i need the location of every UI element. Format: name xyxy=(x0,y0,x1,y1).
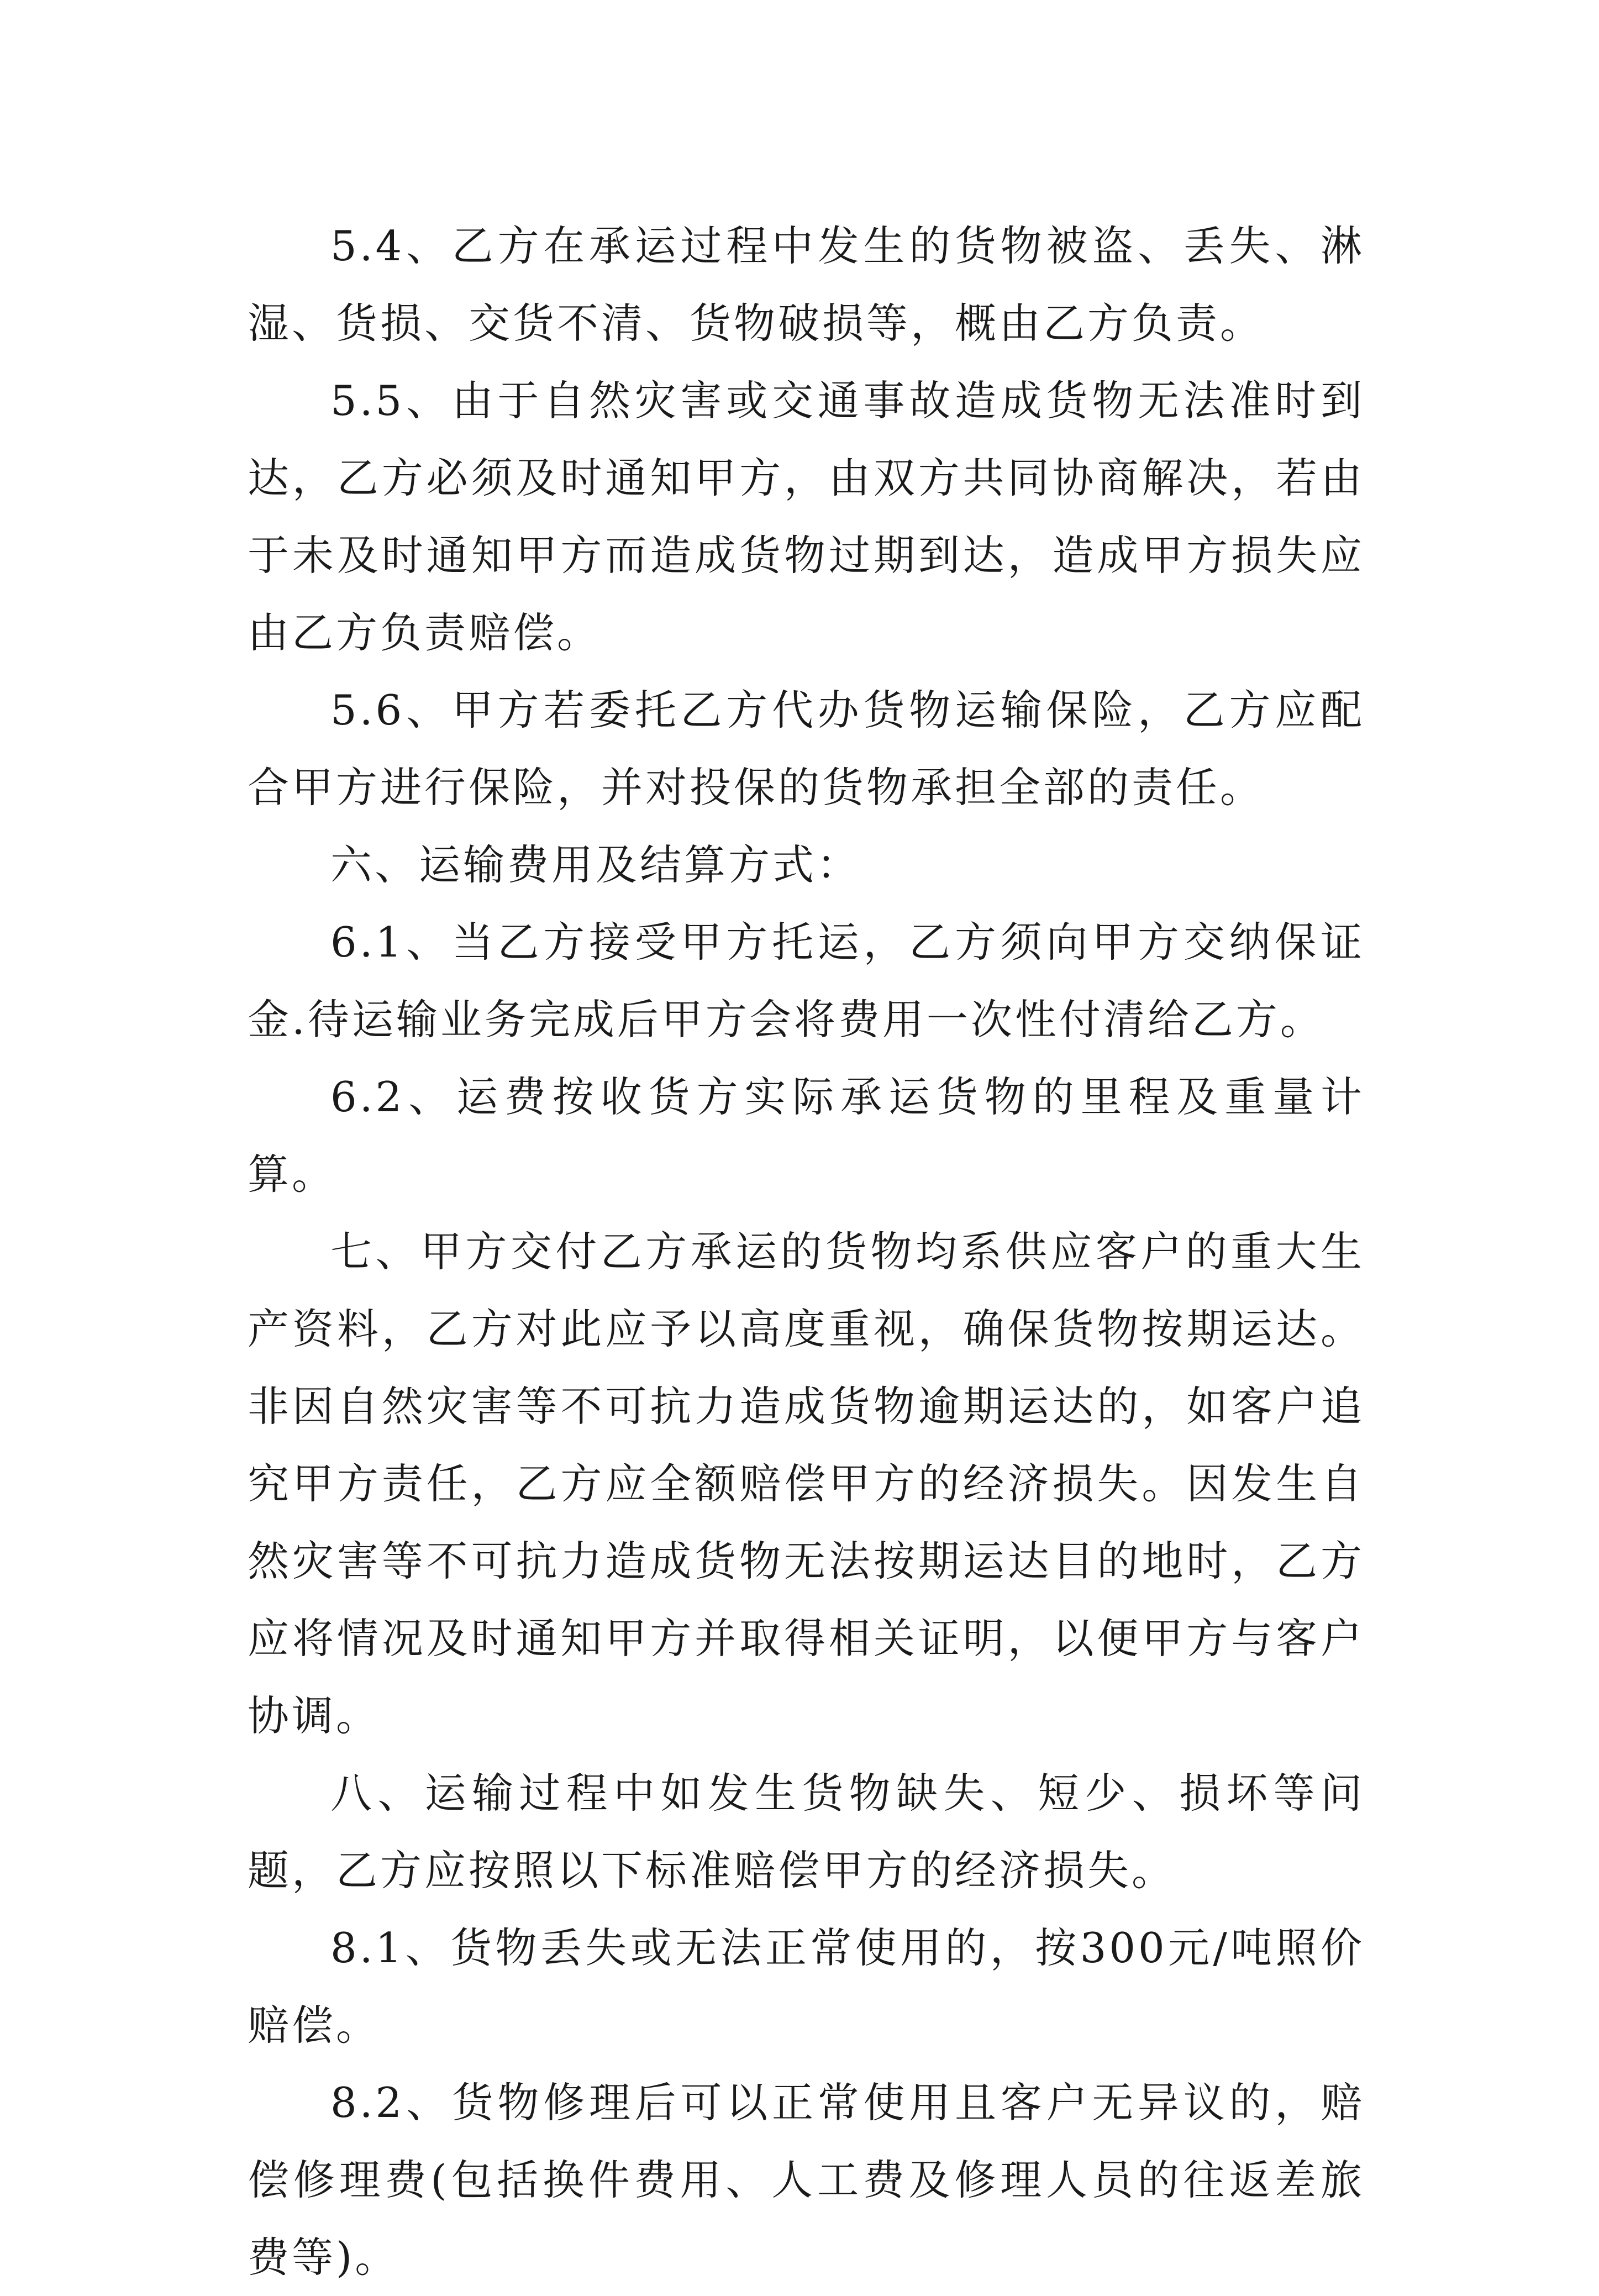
section-8: 八、运输过程中如发生货物缺失、短少、损坏等问题，乙方应按照以下标准赔偿甲方的经济损失。 xyxy=(248,1769,1365,1895)
clause-8-1: 8.1、货物丢失或无法正常使用的，按300元/吨照价赔偿。 xyxy=(248,1924,1365,2050)
section-6-heading: 六、运输费用及结算方式： xyxy=(330,840,861,889)
clause-6-2: 6.2、运费按收货方实际承运货物的里程及重量计算。 xyxy=(248,1073,1365,1199)
clause-5-6: 5.6、甲方若委托乙方代办货物运输保险，乙方应配合甲方进行保险，并对投保的货物承担全部的责任。 xyxy=(248,686,1365,812)
section-7: 七、甲方交付乙方承运的货物均系供应客户的重大生产资料，乙方对此应予以高度重视，确保货物按期运达。非因自然灾害等不可抗力造成货物逾期运达的，如客户追究甲方责任，乙方应全额赔偿甲方的经济损失。因发生自然灾害等不可抗力造成货物无法按期运达目的地时，乙方应将情况及时通知甲方并取得相关证明，以便甲方与客户协调。 xyxy=(248,1227,1365,1740)
document-body xyxy=(248,207,1365,2296)
clause-6-1: 6.1、当乙方接受甲方托运，乙方须向甲方交纳保证金.待运输业务完成后甲方会将费用一次性付清给乙方。 xyxy=(248,918,1365,1044)
clause-5-5: 5.5、由于自然灾害或交通事故造成货物无法准时到达，乙方必须及时通知甲方，由双方共同协商解决，若由于未及时通知甲方而造成货物过期到达，造成甲方损失应由乙方负责赔偿。 xyxy=(248,376,1365,657)
clause-5-4: 5.4、乙方在承运过程中发生的货物被盗、丢失、淋湿、货损、交货不清、货物破损等，概由乙方负责。 xyxy=(248,222,1365,348)
clause-8-2: 8.2、货物修理后可以正常使用且客户无异议的，赔偿修理费(包括换件费用、人工费及修理人员的往返差旅费等)。 xyxy=(248,2078,1365,2282)
